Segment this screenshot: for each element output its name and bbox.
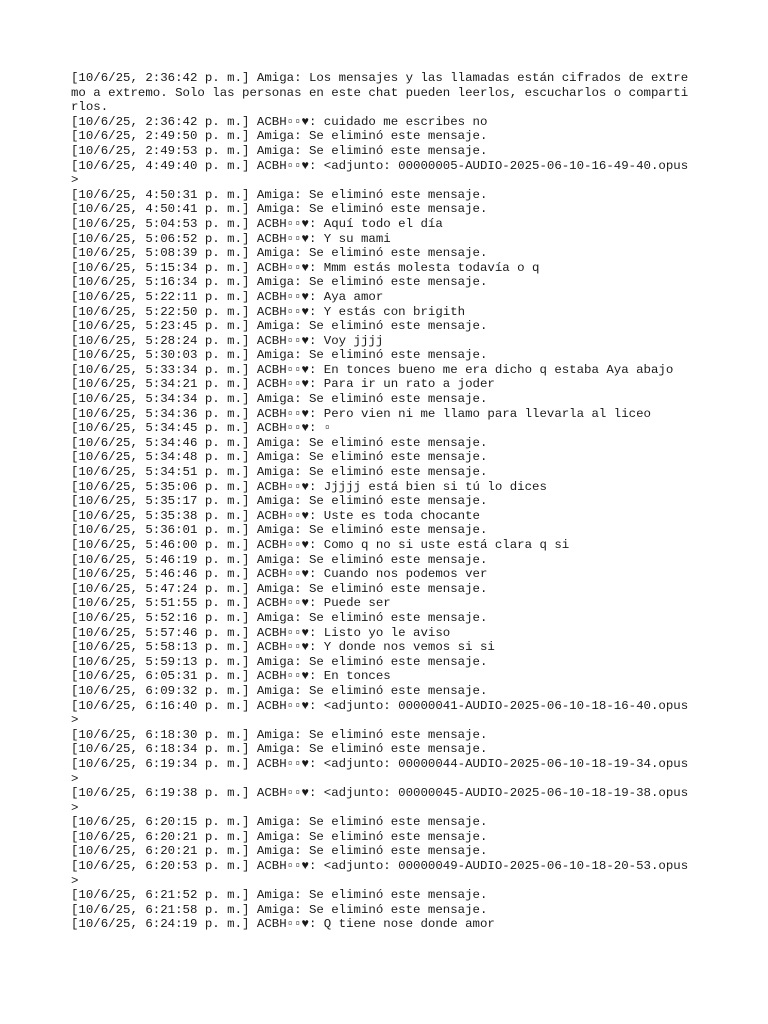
chat-message-line: [10/6/25, 5:34:34 p. m.] Amiga: Se eliminó este mensaje. [71,392,488,407]
chat-message-line: [10/6/25, 6:21:52 p. m.] Amiga: Se eliminó este mensaje. [71,888,488,903]
chat-message-line: [10/6/25, 6:05:31 p. m.] ACBH▫▫♥: En tonces [71,669,391,684]
chat-message-line: [10/6/25, 4:49:40 p. m.] ACBH▫▫♥: <adjunto: 00000005-AUDIO-2025-06-10-16-49-40.opus> [71,158,689,188]
chat-message-line: [10/6/25, 5:46:46 p. m.] ACBH▫▫♥: Cuando nos podemos ver [71,567,488,582]
chat-message-line: [10/6/25, 5:16:34 p. m.] Amiga: Se eliminó este mensaje. [71,275,488,290]
chat-message-line: [10/6/25, 6:21:58 p. m.] Amiga: Se eliminó este mensaje. [71,902,488,917]
chat-message-line: [10/6/25, 5:04:53 p. m.] ACBH▫▫♥: Aquí todo el día [71,216,443,231]
chat-message-line: [10/6/25, 6:19:34 p. m.] ACBH▫▫♥: <adjunto: 00000044-AUDIO-2025-06-10-18-19-34.opus> [71,756,689,786]
chat-message-line: [10/6/25, 4:50:31 p. m.] Amiga: Se eliminó este mensaje. [71,187,488,202]
chat-message-line: [10/6/25, 5:34:46 p. m.] Amiga: Se eliminó este mensaje. [71,435,488,450]
chat-message-line: [10/6/25, 6:09:32 p. m.] Amiga: Se eliminó este mensaje. [71,683,488,698]
chat-message-line: [10/6/25, 5:35:06 p. m.] ACBH▫▫♥: Jjjjj está bien si tú lo dices [71,479,547,494]
chat-message-line: [10/6/25, 5:57:46 p. m.] ACBH▫▫♥: Listo yo le aviso [71,625,451,640]
chat-message-line: [10/6/25, 2:49:50 p. m.] Amiga: Se eliminó este mensaje. [71,129,488,144]
chat-log-page [71,71,691,932]
chat-message-line: [10/6/25, 5:30:03 p. m.] Amiga: Se eliminó este mensaje. [71,348,488,363]
chat-message-line: [10/6/25, 5:47:24 p. m.] Amiga: Se eliminó este mensaje. [71,581,488,596]
chat-message-line: [10/6/25, 5:51:55 p. m.] ACBH▫▫♥: Puede ser [71,596,391,611]
chat-message-line: [10/6/25, 5:34:48 p. m.] Amiga: Se eliminó este mensaje. [71,450,488,465]
chat-message-line: [10/6/25, 5:34:51 p. m.] Amiga: Se eliminó este mensaje. [71,465,488,480]
chat-message-line: [10/6/25, 5:46:00 p. m.] ACBH▫▫♥: Como q no si uste está clara q si [71,538,570,552]
chat-message-line: [10/6/25, 6:20:21 p. m.] Amiga: Se eliminó este mensaje. [71,829,488,844]
chat-message-line: [10/6/25, 2:36:42 p. m.] ACBH▫▫♥: cuidado me escribes no [71,114,488,129]
chat-message-line: [10/6/25, 2:49:53 p. m.] Amiga: Se eliminó este mensaje. [71,143,488,158]
chat-message-line: [10/6/25, 6:20:53 p. m.] ACBH▫▫♥: <adjunto: 00000049-AUDIO-2025-06-10-18-20-53.opus> [71,859,689,888]
chat-message-line: [10/6/25, 5:35:17 p. m.] Amiga: Se eliminó este mensaje. [71,494,488,509]
chat-message-line: [10/6/25, 5:28:24 p. m.] ACBH▫▫♥: Voy jjjj [71,333,384,348]
chat-message-line: [10/6/25, 5:22:50 p. m.] ACBH▫▫♥: Y estás con brigith [71,304,466,319]
chat-message-line: [10/6/25, 5:34:36 p. m.] ACBH▫▫♥: Pero vien ni me llamo para llevarla al liceo [71,406,651,421]
chat-message-line: [10/6/25, 6:18:34 p. m.] Amiga: Se eliminó este mensaje. [71,742,488,757]
chat-message-line: [10/6/25, 5:34:21 p. m.] ACBH▫▫♥: Para ir un rato a joder [71,377,495,392]
chat-message-line: [10/6/25, 5:08:39 p. m.] Amiga: Se eliminó este mensaje. [71,246,488,261]
chat-message-line: [10/6/25, 6:20:15 p. m.] Amiga: Se eliminó este mensaje. [71,815,488,830]
chat-message-line: [10/6/25, 5:35:38 p. m.] ACBH▫▫♥: Uste es toda chocante [71,508,480,523]
chat-message-line: [10/6/25, 5:46:19 p. m.] Amiga: Se eliminó este mensaje. [71,552,488,567]
chat-message-line: [10/6/25, 4:50:41 p. m.] Amiga: Se eliminó este mensaje. [71,202,488,217]
chat-message-line: [10/6/25, 5:58:13 p. m.] ACBH▫▫♥: Y donde nos vemos si si [71,640,495,655]
chat-message-line: [10/6/25, 6:18:30 p. m.] Amiga: Se eliminó este mensaje. [71,727,488,742]
chat-message-line: [10/6/25, 6:16:40 p. m.] ACBH▫▫♥: <adjunto: 00000041-AUDIO-2025-06-10-18-16-40.opus> [71,698,689,728]
chat-message-line: [10/6/25, 5:34:45 p. m.] ACBH▫▫♥: ▫ [71,421,332,436]
chat-message-line: [10/6/25, 2:36:42 p. m.] Amiga: Los mensajes y las llamadas están cifrados de extremo a extremo. Solo las personas en este chat pueden leerlos, escucharlos o compartirlos. [71,71,689,115]
chat-message-line: [10/6/25, 5:33:34 p. m.] ACBH▫▫♥: En tonces bueno me era dicho q estaba Aya abajo [71,362,674,377]
chat-message-line: [10/6/25, 5:59:13 p. m.] Amiga: Se eliminó este mensaje. [71,654,488,669]
chat-message-line: [10/6/25, 5:15:34 p. m.] ACBH▫▫♥: Mmm estás molesta todavía o q [71,260,540,275]
chat-message-line: [10/6/25, 6:24:19 p. m.] ACBH▫▫♥: Q tiene nose donde amor [71,917,495,932]
chat-message-line: [10/6/25, 5:22:11 p. m.] ACBH▫▫♥: Aya amor [71,289,384,304]
chat-message-line: [10/6/25, 6:20:21 p. m.] Amiga: Se eliminó este mensaje. [71,844,488,859]
chat-message-line: [10/6/25, 5:06:52 p. m.] ACBH▫▫♥: Y su mami [71,231,391,246]
chat-message-line: [10/6/25, 5:52:16 p. m.] Amiga: Se eliminó este mensaje. [71,610,488,625]
chat-message-line: [10/6/25, 5:23:45 p. m.] Amiga: Se eliminó este mensaje. [71,319,488,334]
chat-message-line: [10/6/25, 6:19:38 p. m.] ACBH▫▫♥: <adjunto: 00000045-AUDIO-2025-06-10-18-19-38.opus> [71,786,689,815]
chat-message-line: [10/6/25, 5:36:01 p. m.] Amiga: Se eliminó este mensaje. [71,523,488,538]
